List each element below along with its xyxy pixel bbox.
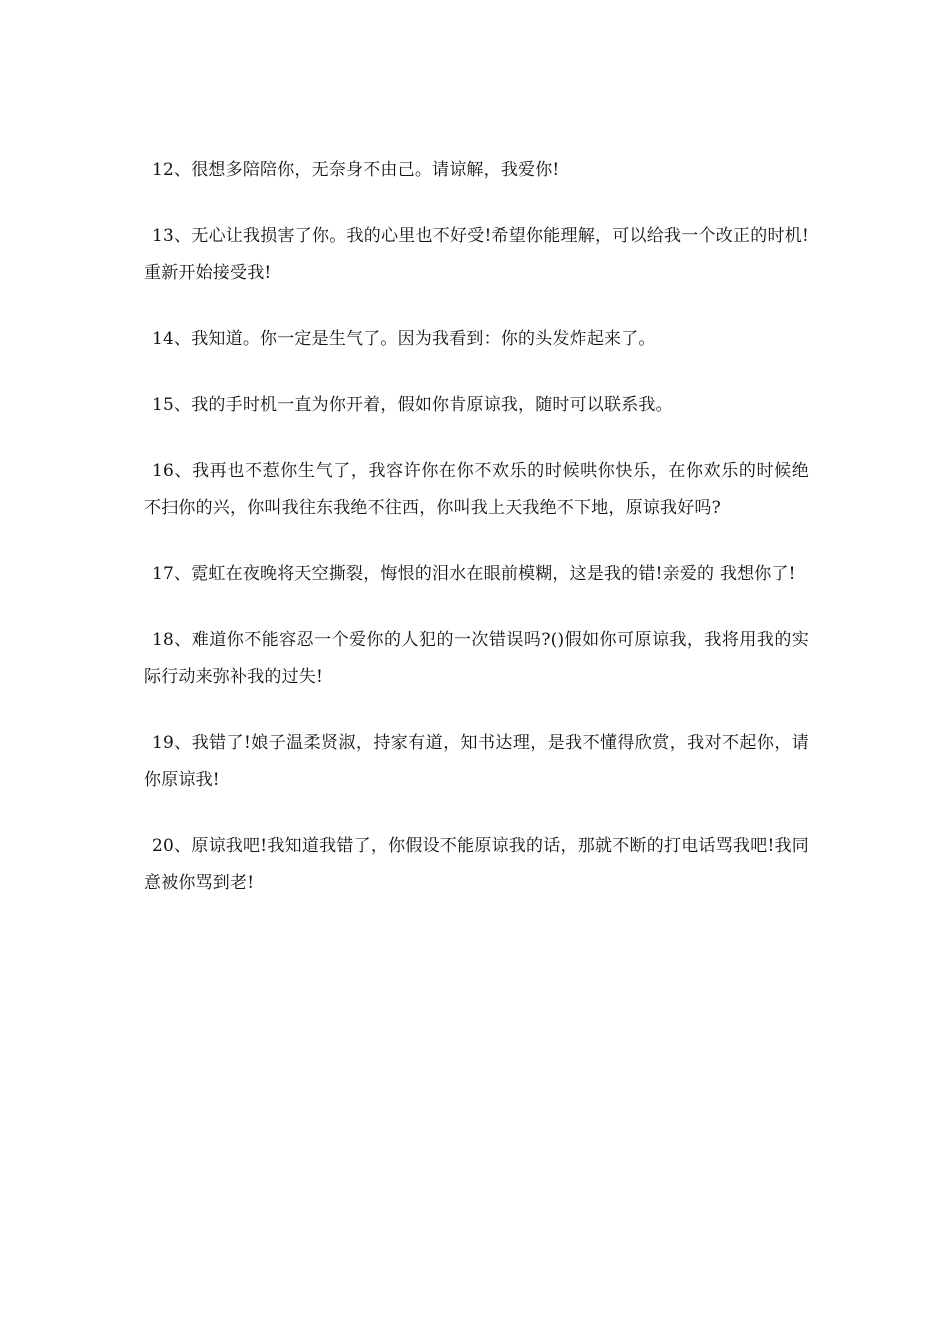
document-body [144,152,809,931]
paragraph-13: 13、无心让我损害了你。我的心里也不好受!希望你能理解，可以给我一个改正的时机!重新开始接受我! [144,226,809,283]
paragraph-15: 15、我的手时机一直为你开着，假如你肯原谅我，随时可以联系我。 [152,395,673,415]
paragraph-20: 20、原谅我吧!我知道我错了，你假设不能原谅我的话，那就不断的打电话骂我吧!我同意被你骂到老! [144,836,809,893]
paragraph-17: 17、霓虹在夜晚将天空撕裂，悔恨的泪水在眼前模糊，这是我的错!亲爱的 我想你了! [152,564,796,584]
paragraph-18: 18、难道你不能容忍一个爱你的人犯的一次错误吗?()假如你可原谅我，我将用我的实际行动来弥补我的过失! [144,630,809,687]
paragraph-14: 14、我知道。你一定是生气了。因为我看到：你的头发炸起来了。 [152,329,656,349]
paragraph-19: 19、我错了!娘子温柔贤淑，持家有道，知书达理，是我不懂得欣赏，我对不起你，请你原谅我! [144,733,809,790]
paragraph-16: 16、我再也不惹你生气了，我容许你在你不欢乐的时候哄你快乐，在你欢乐的时候绝不扫你的兴，你叫我往东我绝不往西，你叫我上天我绝不下地，原谅我好吗? [144,461,809,518]
paragraph-12: 12、很想多陪陪你，无奈身不由己。请谅解，我爱你! [152,160,560,180]
